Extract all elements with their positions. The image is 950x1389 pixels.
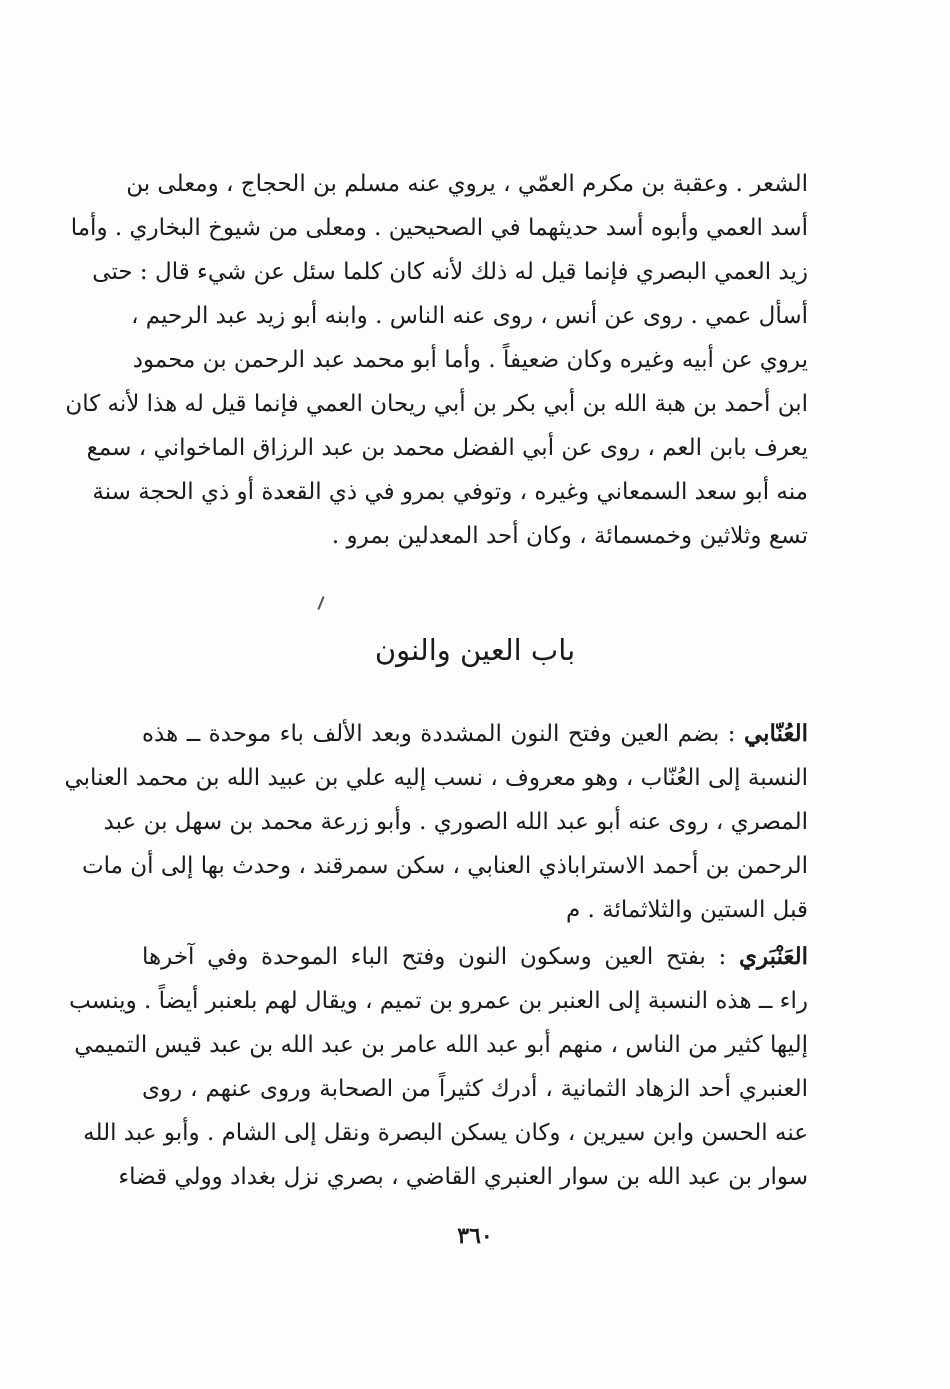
entry-first-line [142,935,808,979]
text-line: أسد العمي وأبوه أسد حديثهما في الصحيحين . ومعلى من شيوخ البخاري . وأما [70,215,808,241]
text-line: يروي عن أبيه وغيره وكان ضعيفاً . وأما أبو محمد عبد الرحمن بن محمود [132,347,808,373]
entry-lemma: العَنْبَري [738,943,809,970]
intro-paragraph [65,162,808,558]
stray-ink-mark [317,596,324,610]
text-line: النسبة إلى العُنّاب ، وهو معروف ، نسب إليه علي بن عبيد الله بن محمد العنابي [64,765,808,791]
text-line: منه أبو سعد السمعاني وغيره ، وتوفي بمرو في ذي القعدة أو ذي الحجة سنة [92,479,808,505]
text-line: الشعر . وعقبة بن مكرم العمّي ، يروي عنه مسلم بن الحجاج ، ومعلى بن [126,171,808,197]
entry-first-line [142,712,808,756]
text-line: الرحمن بن أحمد الاستراباذي العنابي ، سكن سمرقند ، وحدث بها إلى أن مات [82,853,808,879]
section-heading: باب العين والنون [374,633,576,667]
text-line: سوار بن عبد الله بن سوار العنبري القاضي ، بصري نزل بغداد وولي قضاء [118,1164,808,1190]
text-line: ابن أحمد بن هبة الله بن أبي بكر بن أبي ريحان العمي فإنما قيل له هذا لأنه كان [65,391,808,417]
text-line: يعرف بابن العم ، روى عن أبي الفضل محمد بن عبد الرزاق الماخواني ، سمع [86,435,808,461]
text-line: تسع وثلاثين وخمسمائة ، وكان أحد المعدلين بمرو . [331,523,808,549]
text-line: العنبري أحد الزهاد الثمانية ، أدرك كثيراً من الصحابة وروى عنهم ، روى [142,1076,808,1102]
text-line: أسأل عمي . روى عن أنس ، روى عنه الناس . وابنه أبو زيد عبد الرحيم ، [131,303,808,329]
text-line: إليها كثير من الناس ، منهم أبو عبد الله عامر بن عبد الله بن عبد قيس التميمي [74,1032,808,1058]
text-line: عنه الحسن وابن سيرين ، وكان يسكن البصرة ونقل إلى الشام . وأبو عبد الله [83,1120,808,1146]
text-line: المصري ، روى عنه أبو عبد الله الصوري . وأبو زرعة محمد بن سهل بن عبد [103,809,808,835]
entry-al-anbari [69,935,809,1199]
text-line: زيد العمي البصري فإنما قيل له ذلك لأنه كان كلما سئل عن شيء قال : حتى [92,259,808,285]
entry-al-unnabi [64,712,808,932]
page-number: ٣٦٠ [457,1223,493,1249]
entry-definition-start: : بضم العين وفتح النون المشددة وبعد الألف باء موحدة ــ هذه [142,721,736,747]
text-line: قبل الستين والثلاثمائة . م [565,897,808,923]
entry-definition-start: : بفتح العين وسكون النون وفتح الباء الموحدة وفي آخرها [142,944,727,970]
entry-lemma: العُنّابي [743,720,808,747]
text-line: راء ــ هذه النسبة إلى العنبر بن عمرو بن تميم ، ويقال لهم بلعنبر أيضاً . وينسب [69,988,808,1014]
